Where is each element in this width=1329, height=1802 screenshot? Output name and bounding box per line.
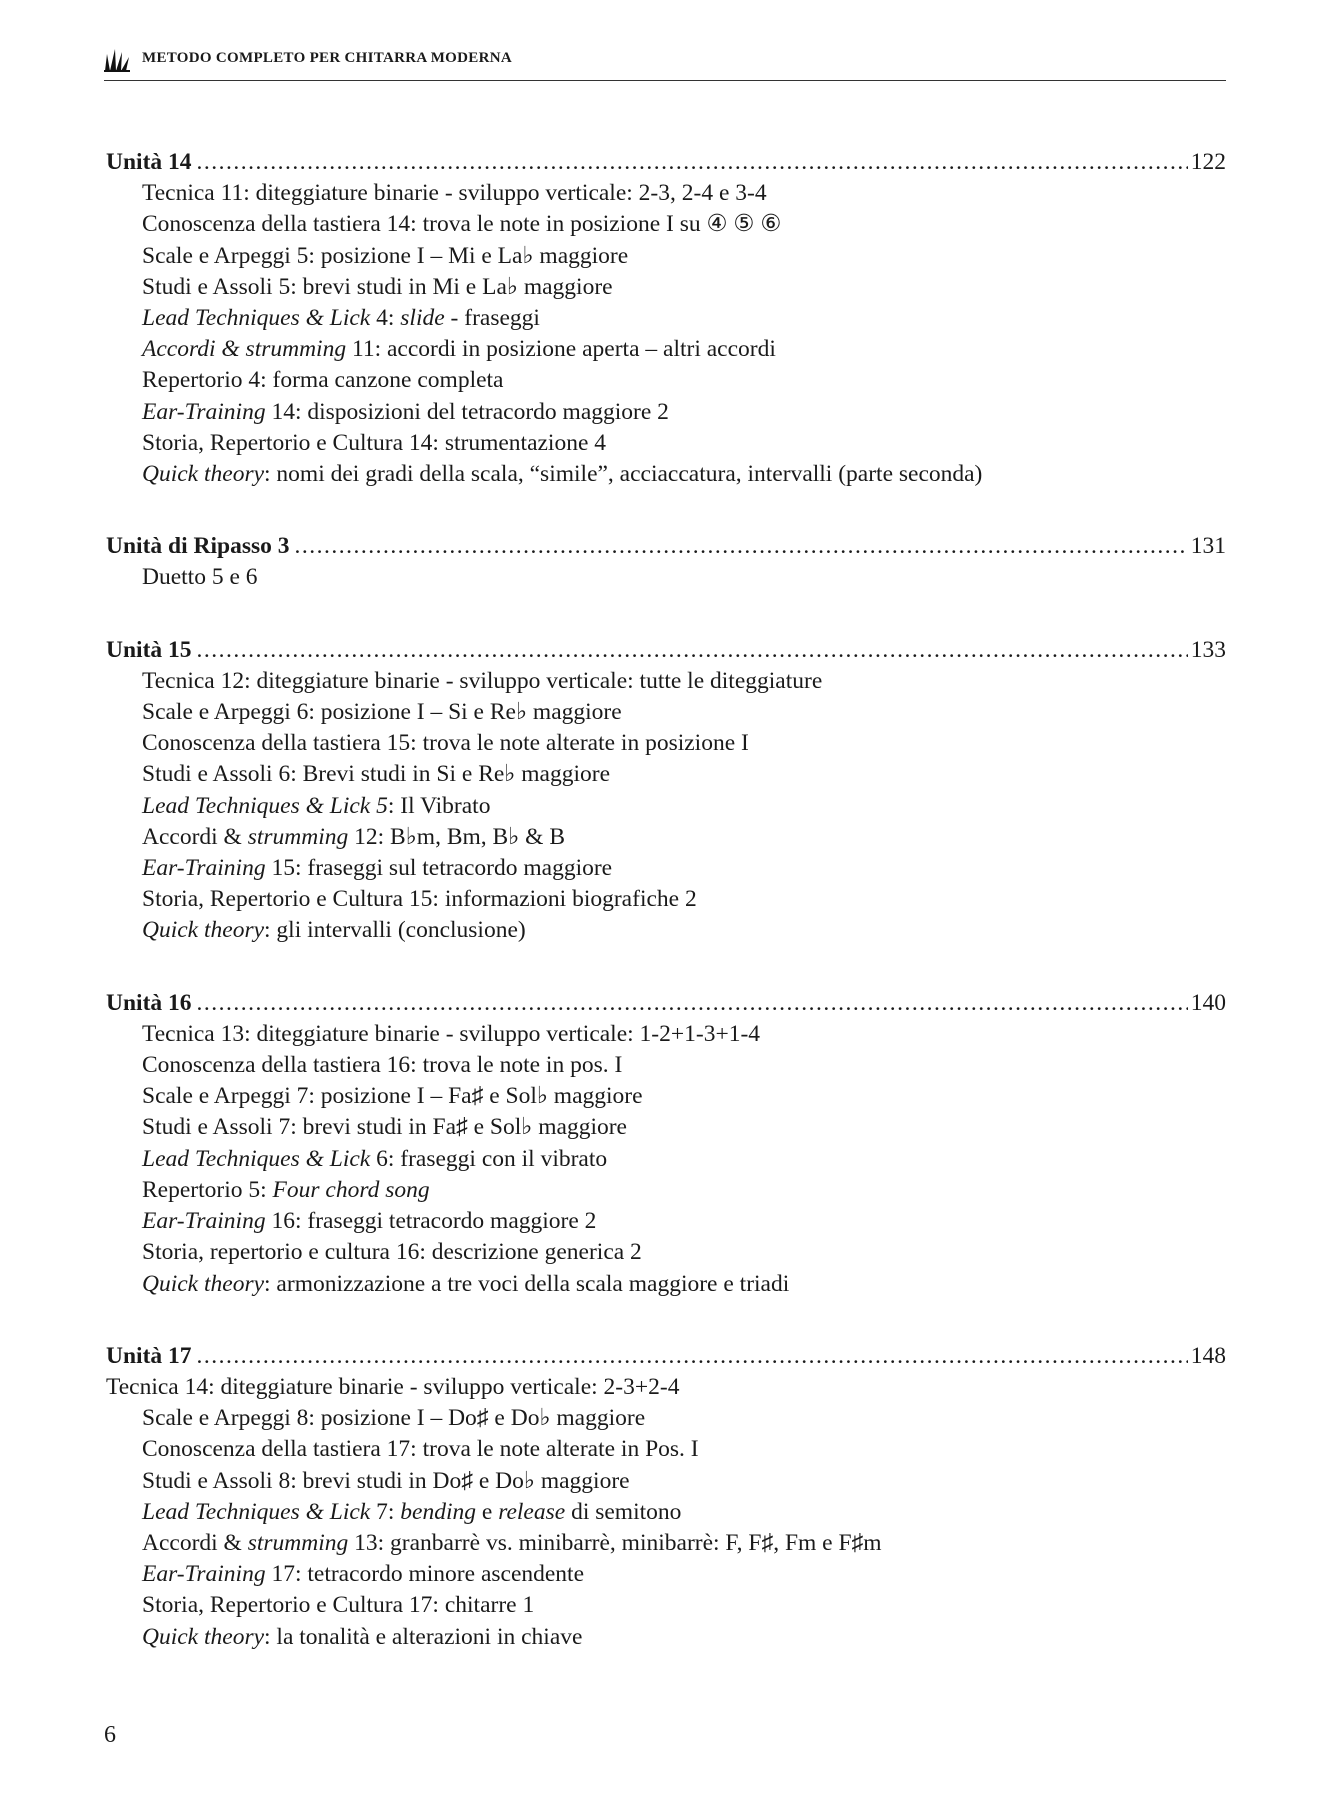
toc-entry [106, 791, 1226, 822]
header-title: METODO COMPLETO PER CHITARRA MODERNA [142, 50, 512, 66]
toc-entry [106, 303, 1226, 334]
toc-entry-text: Storia, Repertorio e Cultura 14: strumentazione 4 [142, 429, 607, 456]
section-page-number: 148 [1190, 1342, 1226, 1369]
toc-entry-text: Tecnica 14: diteggiature binarie - sviluppo verticale: 2-3+2-4 [106, 1373, 680, 1400]
toc-entry [106, 272, 1226, 303]
toc-entry-text: di semitono [565, 1498, 682, 1525]
toc-entry [106, 1144, 1226, 1175]
toc-entry-text: Conoscenza della tastiera 16: trova le note in pos. I [142, 1052, 623, 1079]
toc-entry [106, 1175, 1226, 1206]
toc-entry [106, 728, 1226, 759]
toc-entry-text: : gli intervalli (conclusione) [264, 917, 526, 944]
toc-entry-text: 15: fraseggi sul tetracordo maggiore [265, 855, 613, 882]
toc-entry-text: Ear-Training [142, 1208, 266, 1235]
toc-entry [106, 1206, 1226, 1237]
toc-entry [106, 1622, 1226, 1653]
toc-entry [106, 1050, 1226, 1081]
toc-entry [106, 822, 1226, 853]
toc-entry-text: - fraseggi [444, 305, 540, 332]
toc-entry-text: : Il Vibrato [387, 792, 491, 819]
toc-entry [106, 241, 1226, 272]
toc-entry-text: Lead Techniques & Lick 5 [142, 792, 388, 819]
toc-entry-text: e [476, 1498, 499, 1525]
toc-entry-text: bending [400, 1498, 476, 1525]
toc-section [106, 531, 1226, 593]
toc-entry-text: Quick theory [142, 1623, 265, 1650]
toc-entry [106, 697, 1226, 728]
toc-entry-text: Tecnica 13: diteggiature binarie - sviluppo verticale: 1-2+1-3+1-4 [142, 1020, 761, 1047]
toc-entry-text: Studi e Assoli 7: brevi studi in Fa♯ e Sol♭ maggiore [142, 1114, 627, 1141]
toc-entry-text: strumming [247, 1529, 349, 1556]
toc-entry [106, 1466, 1226, 1497]
toc-entry [106, 1403, 1226, 1434]
toc-entry-text: 12: B♭m, Bm, B♭ & B [348, 823, 565, 850]
toc-entry [106, 1269, 1226, 1300]
section-title: Unità di Ripasso 3 [106, 533, 290, 560]
toc-section-heading[interactable] [106, 147, 1226, 178]
toc-entry [106, 915, 1226, 946]
toc-entry-text: Studi e Assoli 6: Brevi studi in Si e Re♭ maggiore [142, 761, 611, 788]
toc-entry [106, 397, 1226, 428]
section-title: Unità 16 [106, 989, 192, 1016]
toc-section [106, 988, 1226, 1300]
toc-entry-text: Tecnica 11: diteggiature binarie - sviluppo verticale: 2-3, 2-4 e 3-4 [142, 180, 767, 207]
toc-entry-text: Quick theory [142, 917, 265, 944]
section-title: Unità 15 [106, 636, 192, 663]
toc-entry-text: Lead Techniques & Lick [142, 305, 371, 332]
toc-entry-text: Storia, Repertorio e Cultura 17: chitarre 1 [142, 1592, 535, 1619]
toc-entry-text: Conoscenza della tastiera 17: trova le note alterate in Pos. I [142, 1436, 699, 1463]
toc-entry-text: Lead Techniques & Lick [142, 1498, 371, 1525]
toc-entry [106, 759, 1226, 790]
toc-entry-text: Scale e Arpeggi 8: posizione I – Do♯ e Do♭ maggiore [142, 1405, 646, 1432]
toc-entry [106, 209, 1226, 240]
page-number: 6 [104, 1722, 116, 1748]
toc-entry-text: : armonizzazione a tre voci della scala maggiore e triadi [264, 1270, 790, 1297]
toc-section [106, 147, 1226, 490]
toc-entry [106, 1559, 1226, 1590]
toc-entry-text: Accordi & [142, 1529, 248, 1556]
toc-entry [106, 178, 1226, 209]
toc-entry-text: Repertorio 5: [142, 1176, 273, 1203]
toc-entry-text: Tecnica 12: diteggiature binarie - sviluppo verticale: tutte le diteggiature [142, 667, 823, 694]
toc-entry-text: 14: disposizioni del tetracordo maggiore 2 [265, 398, 669, 425]
toc-section-heading[interactable] [106, 531, 1226, 562]
toc-entry-text: Ear-Training [142, 1561, 266, 1588]
toc-entry [106, 1237, 1226, 1268]
section-page-number: 140 [1190, 989, 1226, 1016]
toc-entry-text: Repertorio 4: forma canzone completa [142, 367, 504, 394]
toc-entry [106, 365, 1226, 396]
toc-entry [106, 1434, 1226, 1465]
toc-entry [106, 1019, 1226, 1050]
toc-entry-text: : la tonalità e alterazioni in chiave [264, 1623, 583, 1650]
running-header [104, 44, 1226, 81]
toc-entry-text: 6: fraseggi con il vibrato [370, 1145, 608, 1172]
toc-entry-text: Conoscenza della tastiera 15: trova le note alterate in posizione I [142, 730, 749, 757]
toc-entry-text: Scale e Arpeggi 6: posizione I – Si e Re♭ maggiore [142, 699, 622, 726]
toc-entry-text: Duetto 5 e 6 [142, 564, 258, 591]
toc-entry [106, 1372, 1226, 1403]
toc-entry [106, 562, 1226, 593]
toc-entry [106, 666, 1226, 697]
toc-entry-text: Ear-Training [142, 398, 266, 425]
dot-leader [294, 531, 1187, 562]
toc-entry-text: Studi e Assoli 8: brevi studi in Do♯ e Do♭ maggiore [142, 1467, 630, 1494]
toc-entry-text: Accordi & strumming [142, 336, 347, 363]
dot-leader [197, 988, 1188, 1019]
toc-entry-text: 11: accordi in posizione aperta – altri accordi [346, 336, 776, 363]
toc-entry-text: Studi e Assoli 5: brevi studi in Mi e La♭ maggiore [142, 273, 613, 300]
dot-leader [197, 1341, 1188, 1372]
toc-entry-text: 16: fraseggi tetracordo maggiore 2 [265, 1208, 597, 1235]
toc-entry-text: Conoscenza della tastiera 14: trova le note in posizione I su ④ ⑤ ⑥ [142, 211, 782, 238]
section-title: Unità 14 [106, 149, 192, 175]
toc-section [106, 635, 1226, 947]
dot-leader [197, 635, 1188, 666]
toc-entry-text: Scale e Arpeggi 5: posizione I – Mi e La♭ maggiore [142, 242, 629, 269]
toc-entry-text: 7: [370, 1498, 401, 1525]
table-of-contents [106, 147, 1226, 1653]
toc-entry-text: release [498, 1498, 566, 1525]
toc-entry-text: Lead Techniques & Lick [142, 1145, 371, 1172]
toc-entry-text: Storia, Repertorio e Cultura 15: informazioni biografiche 2 [142, 886, 697, 913]
toc-entry [106, 1528, 1226, 1559]
toc-entry-text: Four chord song [272, 1176, 430, 1203]
section-title: Unità 17 [106, 1342, 192, 1369]
stylized-grass-logo-icon [104, 46, 130, 72]
toc-entry-text: Storia, repertorio e cultura 16: descrizione generica 2 [142, 1239, 642, 1266]
toc-entry [106, 334, 1226, 365]
toc-entry [106, 1112, 1226, 1143]
toc-entry-text: slide [400, 305, 445, 332]
toc-entry [106, 1590, 1226, 1621]
toc-section-heading[interactable] [106, 1341, 1226, 1372]
toc-entry [106, 428, 1226, 459]
toc-entry [106, 884, 1226, 915]
dot-leader [197, 147, 1188, 178]
toc-entry-text: : nomi dei gradi della scala, “simile”, acciaccatura, intervalli (parte seconda) [264, 461, 983, 488]
toc-entry [106, 1081, 1226, 1112]
toc-entry-text: Accordi & [142, 823, 248, 850]
toc-entry-text: Quick theory [142, 461, 265, 488]
section-page-number: 133 [1190, 636, 1226, 663]
toc-section-heading[interactable] [106, 635, 1226, 666]
toc-entry-text: Quick theory [142, 1270, 265, 1297]
toc-section-heading[interactable] [106, 988, 1226, 1019]
section-page-number: 131 [1190, 533, 1226, 560]
toc-entry-text: strumming [247, 823, 349, 850]
section-page-number: 122 [1190, 149, 1226, 175]
toc-entry-text: 4: [370, 305, 401, 332]
toc-entry [106, 1497, 1226, 1528]
toc-entry [106, 459, 1226, 490]
toc-entry-text: Ear-Training [142, 855, 266, 882]
toc-section [106, 1341, 1226, 1653]
toc-entry-text: 17: tetracordo minore ascendente [265, 1561, 585, 1588]
toc-entry-text: 13: granbarrè vs. minibarrè, minibarrè: F, F♯, Fm e F♯m [348, 1529, 882, 1556]
toc-entry [106, 853, 1226, 884]
toc-entry-text: Scale e Arpeggi 7: posizione I – Fa♯ e Sol♭ maggiore [142, 1083, 643, 1110]
